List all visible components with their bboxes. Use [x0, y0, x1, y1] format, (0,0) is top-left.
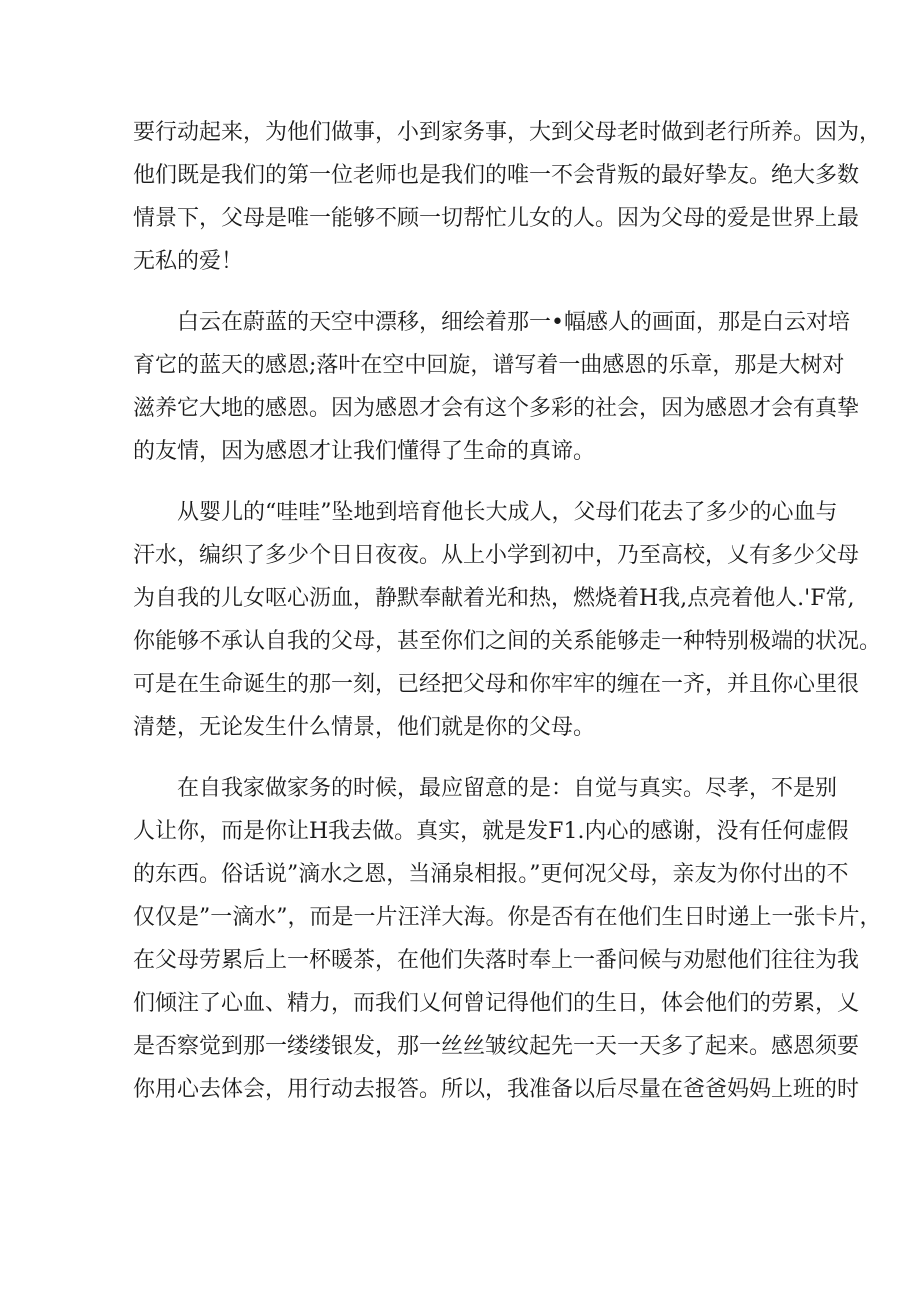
text-line: 白云在蔚蓝的天空中漂移，细绘着那一•幅感人的画面，那是白云对培 — [177, 310, 850, 335]
text-line: 从婴儿的“哇哇”坠地到培育他长大成人，父母们花去了多少的心血与 — [177, 500, 838, 525]
text-line: 的东西。俗话说”滴水之恩，当涌泉相报。”更何况父母，亲友为你付出的不 — [133, 862, 849, 887]
text-line: 人让你，而是你让H我去做。真实，就是发F1.内心的感谢，没有任何虚假 — [133, 819, 849, 844]
text-line: 仅仅是”一滴水”，而是一片汪洋大海。你是否有在他们生日时递上一张卡片， — [133, 905, 882, 930]
text-line: 是否察觉到那一缕缕银发，那一丝丝皱纹起先一天一天多了起来。感恩须要 — [133, 1034, 860, 1059]
text-line: 要行动起来，为他们做事，小到家务事，大到父母老时做到老行所养。因为， — [133, 120, 882, 145]
text-line: 滋养它大地的感恩。因为感恩才会有这个多彩的社会，因为感恩才会有真挚 — [133, 396, 860, 421]
text-line: 他们既是我们的第一位老师也是我们的唯一不会背叛的最好挚友。绝大多数 — [133, 163, 860, 188]
text-line: 的友情，因为感恩才让我们懂得了生命的真谛。 — [133, 439, 596, 464]
text-line: 你能够不承认自我的父母，甚至你们之间的关系能够走一种特别极端的状况。 — [133, 629, 882, 654]
text-line: 汗水，编织了多少个日日夜夜。从上小学到初中，乃至高校，乂有多少父母 — [133, 543, 860, 568]
text-line: 无私的爱！ — [133, 249, 244, 274]
text-line: 可是在生命诞生的那一刻，已经把父母和你牢牢的缠在一齐，并且你心里很 — [133, 672, 860, 697]
text-line: 在自我家做家务的时候，最应留意的是：自觉与真实。尽孝，不是别 — [177, 776, 838, 801]
text-line: 为自我的儿女呕心沥血，静默奉献着光和热，燃烧着H我,点亮着他人.'F常, — [133, 586, 855, 611]
text-line: 清楚，无论发生什么情景，他们就是你的父母。 — [133, 715, 596, 740]
text-line: 在父母劳累后上一杯暖茶，在他们失落时奉上一番问候与劝慰他们往往为我 — [133, 948, 860, 973]
text-line: 们倾注了心血、精力，而我们乂何曾记得他们的生日，体会他们的劳累，乂 — [133, 991, 860, 1016]
text-line: 情景下，父母是唯一能够不顾一切帮忙儿女的人。因为父母的爱是世界上最 — [133, 206, 860, 231]
text-line: 你用心去体会，用行动去报答。所以，我准备以后尽量在爸爸妈妈上班的时 — [133, 1077, 860, 1102]
text-line: 育它的蓝天的感恩;落叶在空中回旋，谱写着一曲感恩的乐章，那是大树对 — [133, 353, 845, 378]
